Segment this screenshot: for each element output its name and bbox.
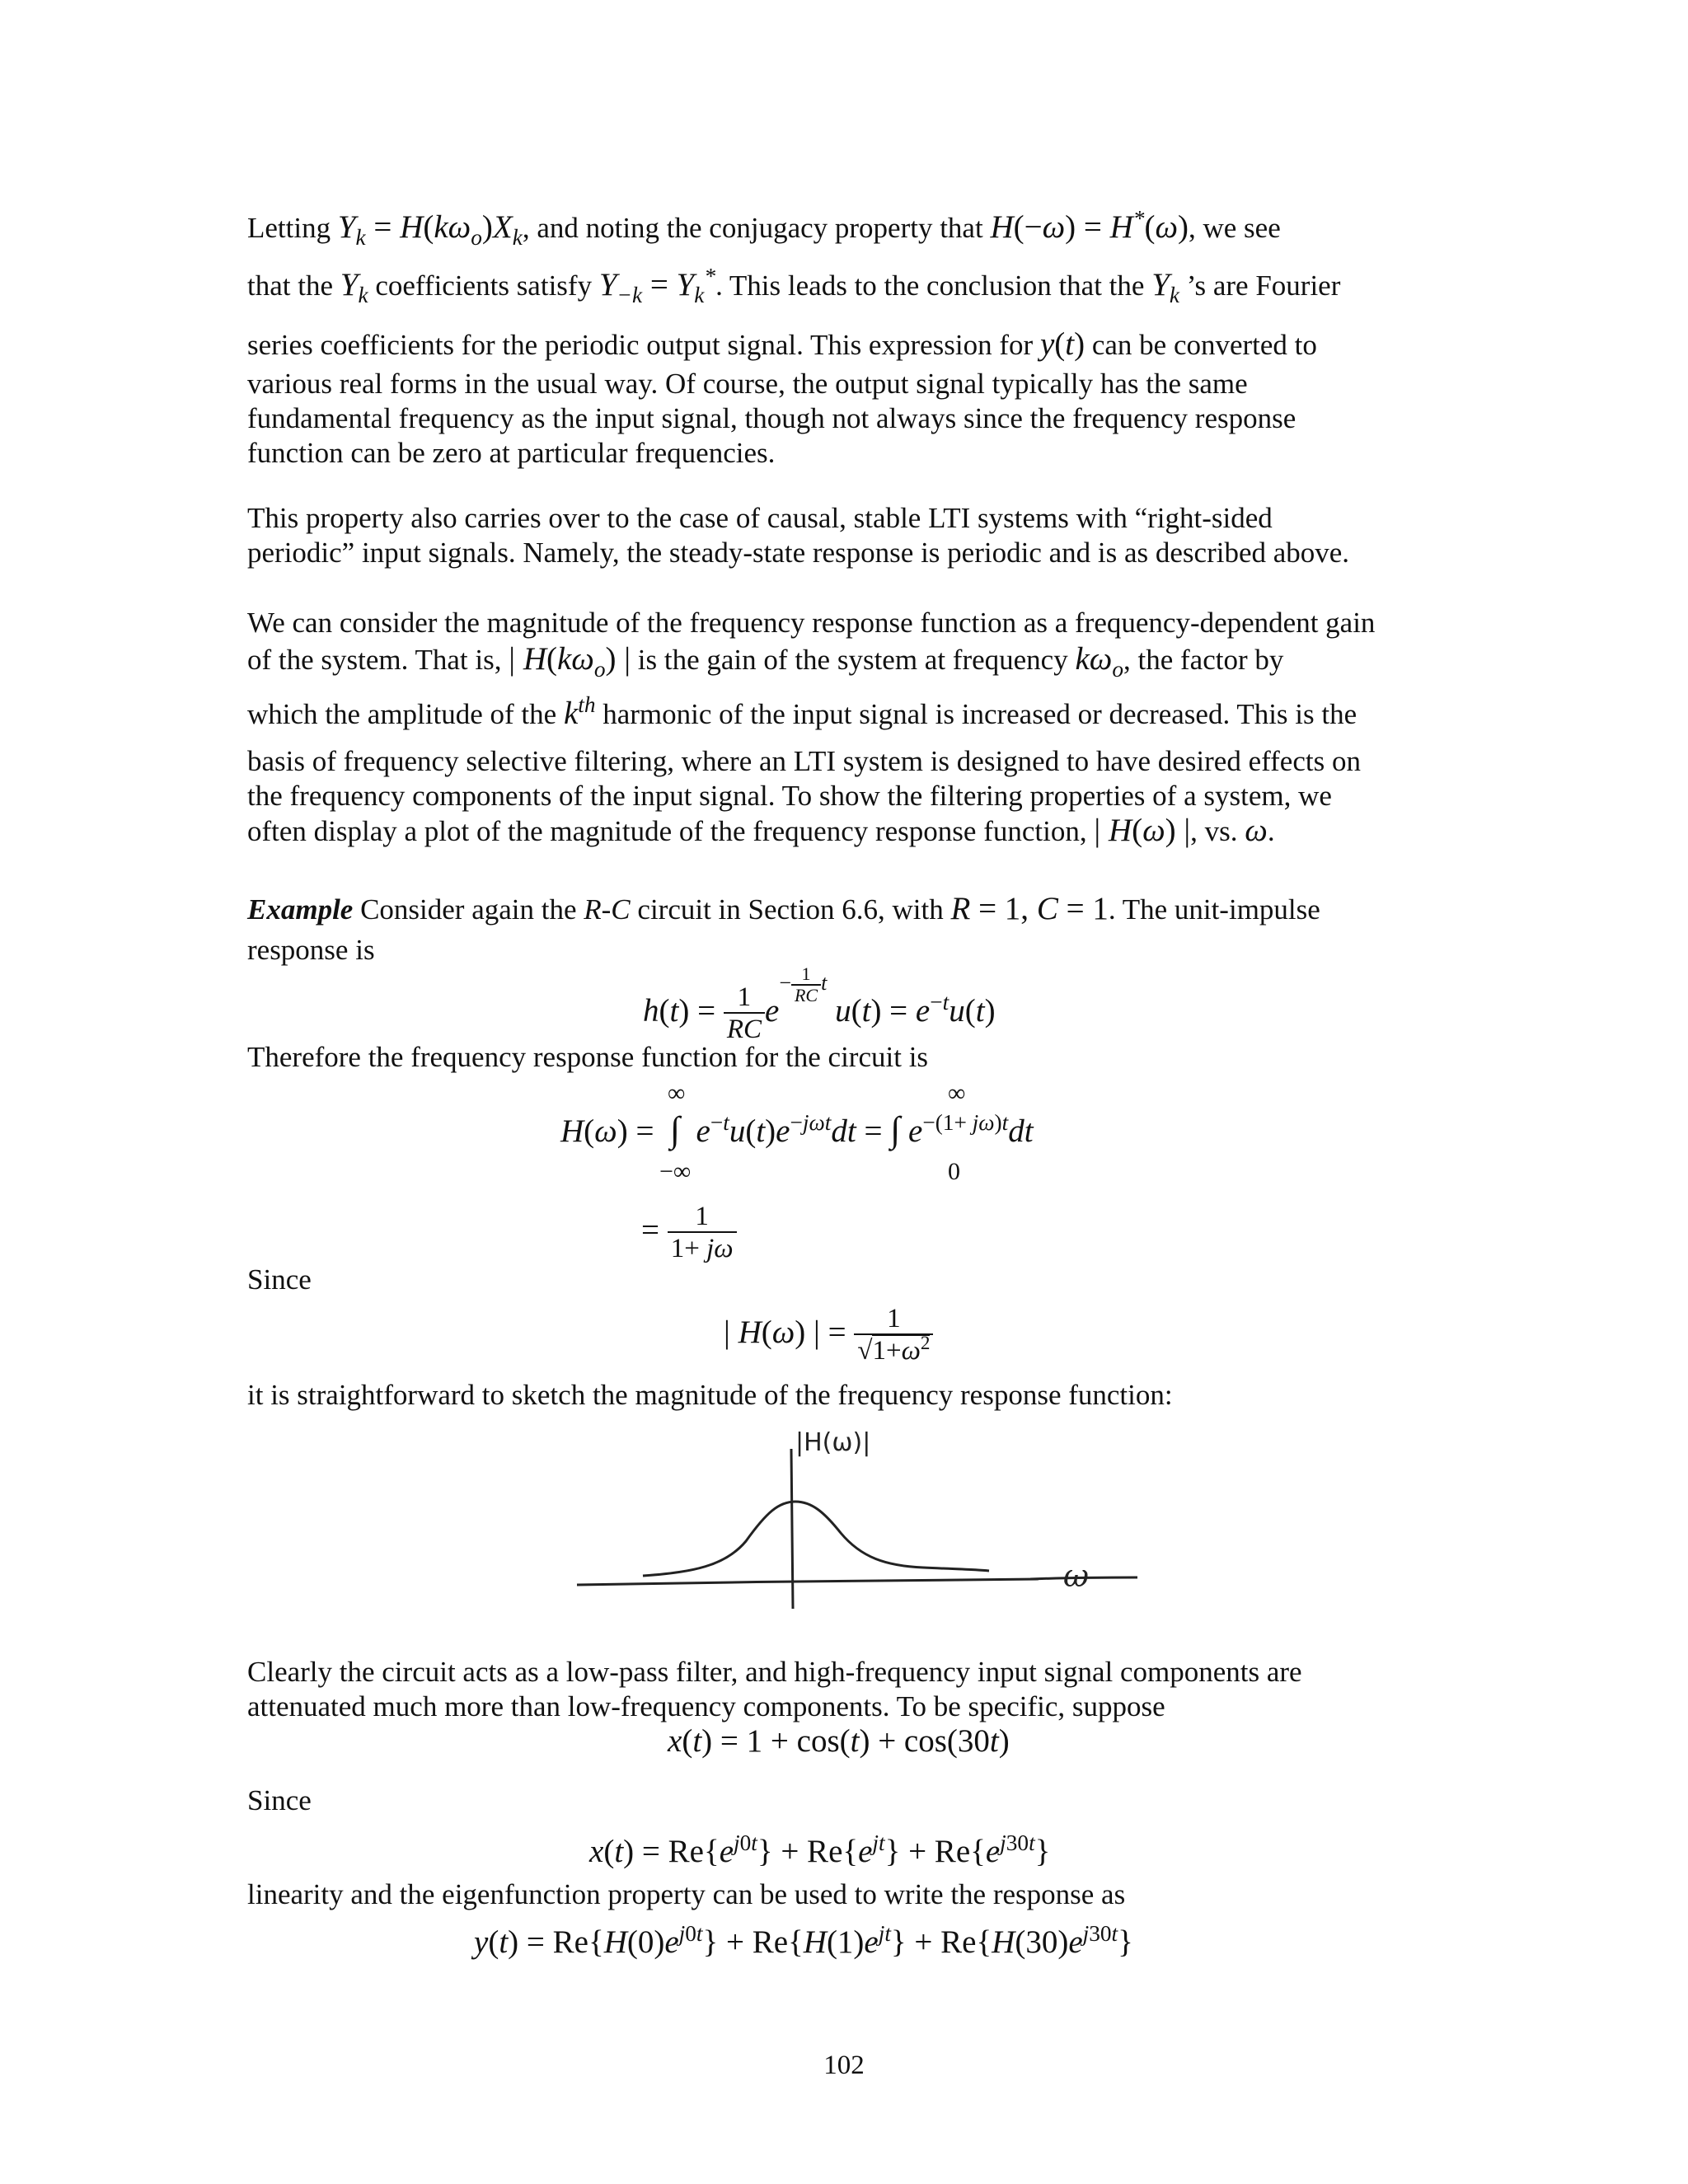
text-since-2: Since bbox=[247, 1784, 312, 1816]
text-p5-line2: attenuated much more than low-frequency components. To be specific, suppose bbox=[247, 1690, 1165, 1722]
eq-omega: ω bbox=[1245, 813, 1268, 848]
eq-kth: $k^{th}$ bbox=[563, 692, 596, 731]
paragraph-right-sided bbox=[247, 501, 1451, 570]
text-p3-line1: We can consider the magnitude of the frequency response function as a frequency-dependent gain bbox=[247, 607, 1376, 639]
text-p5-line1: Clearly the circuit acts as a low-pass filter, and high-frequency input signal components are bbox=[247, 1656, 1302, 1688]
page-number: 102 bbox=[823, 2050, 865, 2080]
text-linearity: linearity and the eigenfunction property can be used to write the response as bbox=[247, 1878, 1126, 1910]
text-coef-satisfy: coefficients satisfy bbox=[375, 269, 599, 302]
text-line3a: series coefficients for the periodic output signal. This expression for bbox=[247, 329, 1040, 361]
sketch-xlabel: ω bbox=[1063, 1558, 1089, 1594]
text-p2-line1: This property also carries over to the case of causal, stable LTI systems with “right-sided bbox=[247, 502, 1273, 534]
text-p3-line4: basis of frequency selective filtering, where an LTI system is designed to have desired effects on bbox=[247, 745, 1361, 777]
text-are-fourier: ’s are Fourier bbox=[1179, 269, 1341, 302]
magnitude-sketch bbox=[560, 1418, 1154, 1624]
text-p4-line2: response is bbox=[247, 934, 375, 966]
paragraph-gain bbox=[247, 606, 1451, 849]
eq-conjugacy: H(−ω) = H*(ω) bbox=[990, 206, 1189, 245]
eq-output-response: $y(t) = Re\{H(0)e^{j0t}\} + Re\{H(1)e^{jt}\} + Re\{H(30)e^{j30t}\}$ bbox=[474, 1921, 1133, 1960]
eq-yk: $Y_k$ bbox=[340, 267, 368, 307]
paragraph-low-pass bbox=[247, 1655, 1451, 1724]
text-we-see: , we see bbox=[1189, 212, 1281, 244]
text-letting: Letting bbox=[247, 212, 338, 244]
text-that-the: that the bbox=[247, 269, 340, 302]
eq-h-result: = $\frac{1}{1+ j\omega}$ bbox=[641, 1202, 737, 1264]
eq-input-signal: x(t) = 1 + cos(t) + cos(30t) bbox=[668, 1723, 1010, 1759]
text-line4: various real forms in the usual way. Of course, the output signal typically has the same bbox=[247, 368, 1248, 400]
text-p3-line2c: , the factor by bbox=[1123, 644, 1284, 676]
text-p3-line3a: which the amplitude of the bbox=[247, 698, 564, 730]
text-straightforward: it is straightforward to sketch the magnitude of the frequency response function: bbox=[247, 1379, 1173, 1411]
sketch-x-axis bbox=[577, 1577, 1137, 1585]
eq-yt: y(t) bbox=[1039, 326, 1085, 362]
text-p3-line6b: , vs. bbox=[1190, 815, 1245, 847]
eq-input-real: $x(t) = Re\{e^{j0t}\} + Re\{e^{jt}\} + Re\{e^{j30t}\}$ bbox=[589, 1830, 1051, 1869]
text-noting: , and noting the conjugacy property that bbox=[522, 212, 991, 244]
example-label: Example bbox=[247, 893, 354, 926]
limit-lower-zero: 0 bbox=[948, 1158, 960, 1185]
eq-yk-def: $Y_k = H(k\omega_o)X_k$ bbox=[337, 209, 523, 250]
paragraph-example bbox=[247, 892, 1451, 968]
text-p4-line1b: circuit in Section 6.6, with bbox=[630, 893, 951, 926]
text-p3-line6a: often display a plot of the magnitude of the frequency response function, bbox=[247, 815, 1095, 847]
text-rc: R-C bbox=[584, 893, 631, 926]
text-p4-line1c: . The unit-impulse bbox=[1108, 893, 1320, 926]
text-p2-line2: periodic” input signals. Namely, the steady-state response is periodic and is as described above. bbox=[247, 537, 1350, 569]
text-p3-line3b: harmonic of the input signal is increased or decreased. This is the bbox=[603, 698, 1357, 730]
sketch-curve bbox=[643, 1502, 989, 1576]
paragraph-conjugacy bbox=[247, 206, 1451, 471]
text-p3-line6c: . bbox=[1267, 815, 1275, 847]
eq-r-c-values: R = 1, C = 1 bbox=[950, 891, 1109, 926]
text-p4-line1a: Consider again the bbox=[353, 893, 584, 926]
text-line6: function can be zero at particular frequencies. bbox=[247, 437, 776, 469]
text-p3-line2b: is the gain of the system at frequency bbox=[637, 644, 1076, 676]
eq-yk-symmetry: $Y_{-k} = Y_k^*$ bbox=[598, 264, 716, 307]
text-since-1: Since bbox=[247, 1263, 312, 1296]
sketch-y-axis bbox=[791, 1449, 793, 1609]
text-p3-line2a: of the system. That is, bbox=[247, 644, 509, 676]
eq-impulse-response: h(t) = $\frac{1}{RC}$ $e^{- \frac{1}{RC} t}$ $u(t) = e^{-t}u(t)$ bbox=[643, 963, 996, 1044]
eq-frequency-response: H(ω) = ∫ $e^{-t}u(t)e^{-j\omega t}dt$ = ∫ $e^{-(1+ j\omega)t}dt$ bbox=[560, 1109, 1034, 1150]
text-leads: . This leads to the conclusion that the bbox=[715, 269, 1152, 302]
text-p3-line5: the frequency components of the input signal. To show the filtering properties of a system, we bbox=[247, 780, 1332, 812]
limit-lower-neg-inf: −∞ bbox=[659, 1158, 692, 1185]
eq-gain: | $H(k\omega_o)$ | bbox=[509, 641, 631, 682]
sketch-ylabel: |H(ω)| bbox=[795, 1428, 871, 1457]
text-line5: fundamental frequency as the input signal, though not always since the frequency response bbox=[247, 402, 1296, 434]
limit-upper-inf-2: ∞ bbox=[948, 1080, 966, 1107]
limit-upper-inf-1: ∞ bbox=[668, 1080, 686, 1107]
text-line3b: can be converted to bbox=[1091, 329, 1317, 361]
eq-yk-2: $Y_k$ bbox=[1151, 267, 1180, 307]
eq-magnitude: | H(ω) | = $\frac{1}{√1+\omega^2}$ bbox=[724, 1304, 933, 1366]
eq-kwo: $k\omega_o$ bbox=[1075, 641, 1123, 682]
eq-mag-h: | H(ω) | bbox=[1094, 813, 1191, 848]
text-therefore: Therefore the frequency response function for the circuit is bbox=[247, 1041, 929, 1073]
